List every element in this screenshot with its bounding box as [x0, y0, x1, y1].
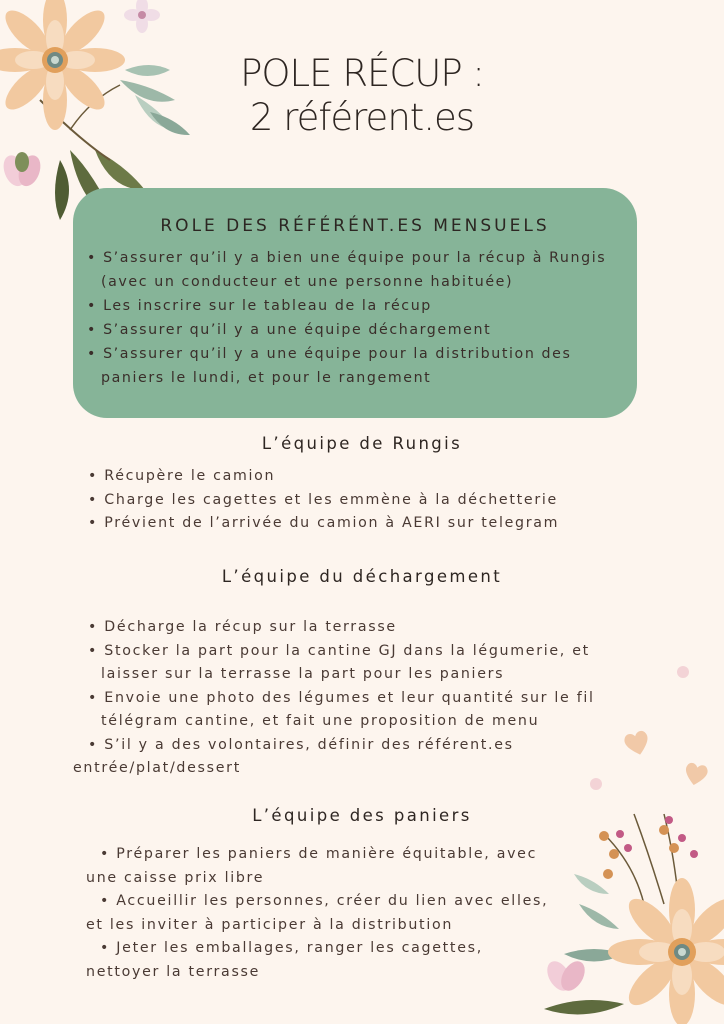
list-item: • Stocker la part pour la cantine GJ dans la légumerie, et	[88, 642, 590, 659]
section-heading-rungis: L’équipe de Rungis	[261, 434, 463, 453]
list-item: • S’assurer qu’il y a bien une équipe pour la récup à Rungis (avec un conducteur et une personne habituée)	[87, 250, 607, 290]
list-item: • Prévient de l’arrivée du camion à AERI sur telegram	[88, 515, 560, 531]
small-flower-icon	[124, 0, 160, 33]
list-item: et les inviter à participer à la distribution	[86, 916, 454, 933]
title-line-2: 2 référent.es	[249, 96, 475, 139]
list-item: entrée/plat/dessert	[73, 760, 241, 776]
list-item: • S’il y a des volontaires, définir des référent.es	[88, 736, 514, 753]
section-heading-dechargement: L’équipe du déchargement	[221, 567, 503, 586]
pink-bud-icon	[542, 957, 589, 995]
heart-icon	[682, 760, 710, 788]
list-item: • S’assurer qu’il y a une équipe déchargement	[87, 322, 492, 338]
list-item: • Envoie une photo des légumes et leur quantité sur le fil	[88, 689, 595, 706]
referents-role-box	[73, 188, 637, 418]
bottom-right-floral-icon	[524, 794, 724, 1024]
rungis-list	[88, 465, 559, 536]
pink-bud-icon	[0, 152, 44, 189]
list-item: nettoyer la terrasse	[86, 963, 261, 980]
list-item: télégram cantine, et fait une proposition de menu	[101, 713, 540, 729]
dechargement-list	[73, 616, 595, 781]
list-item: • S’assurer qu’il y a une équipe pour la distribution des paniers le lundi, et pour le rangement	[87, 346, 572, 386]
leaf-icon	[544, 874, 624, 1014]
dahlia-flower-icon	[608, 878, 724, 1024]
list-item: • Décharge la récup sur la terrasse	[88, 619, 397, 635]
paniers-list	[86, 843, 548, 984]
decorative-dot	[677, 666, 689, 678]
heart-icon	[622, 728, 652, 758]
list-item: laisser sur la terrasse la part pour les paniers	[101, 666, 505, 682]
section-heading-paniers: L’équipe des paniers	[252, 806, 472, 825]
title-line-1: POLE RÉCUP :	[240, 52, 484, 95]
list-item: • Les inscrire sur le tableau de la récup	[87, 298, 432, 314]
box-heading: ROLE DES RÉFÉRÉNT.ES MENSUELS	[160, 216, 550, 236]
list-item: • Charge les cagettes et les emmène à la déchetterie	[88, 491, 558, 508]
list-item: • Accueillir les personnes, créer du lien avec elles,	[100, 893, 549, 909]
list-item: • Jeter les emballages, ranger les cagettes,	[100, 940, 483, 956]
box-list	[87, 246, 637, 390]
list-item: • Récupère le camion	[88, 468, 276, 484]
list-item: • Préparer les paniers de manière équitable, avec	[100, 846, 538, 862]
list-item: une caisse prix libre	[86, 869, 265, 886]
